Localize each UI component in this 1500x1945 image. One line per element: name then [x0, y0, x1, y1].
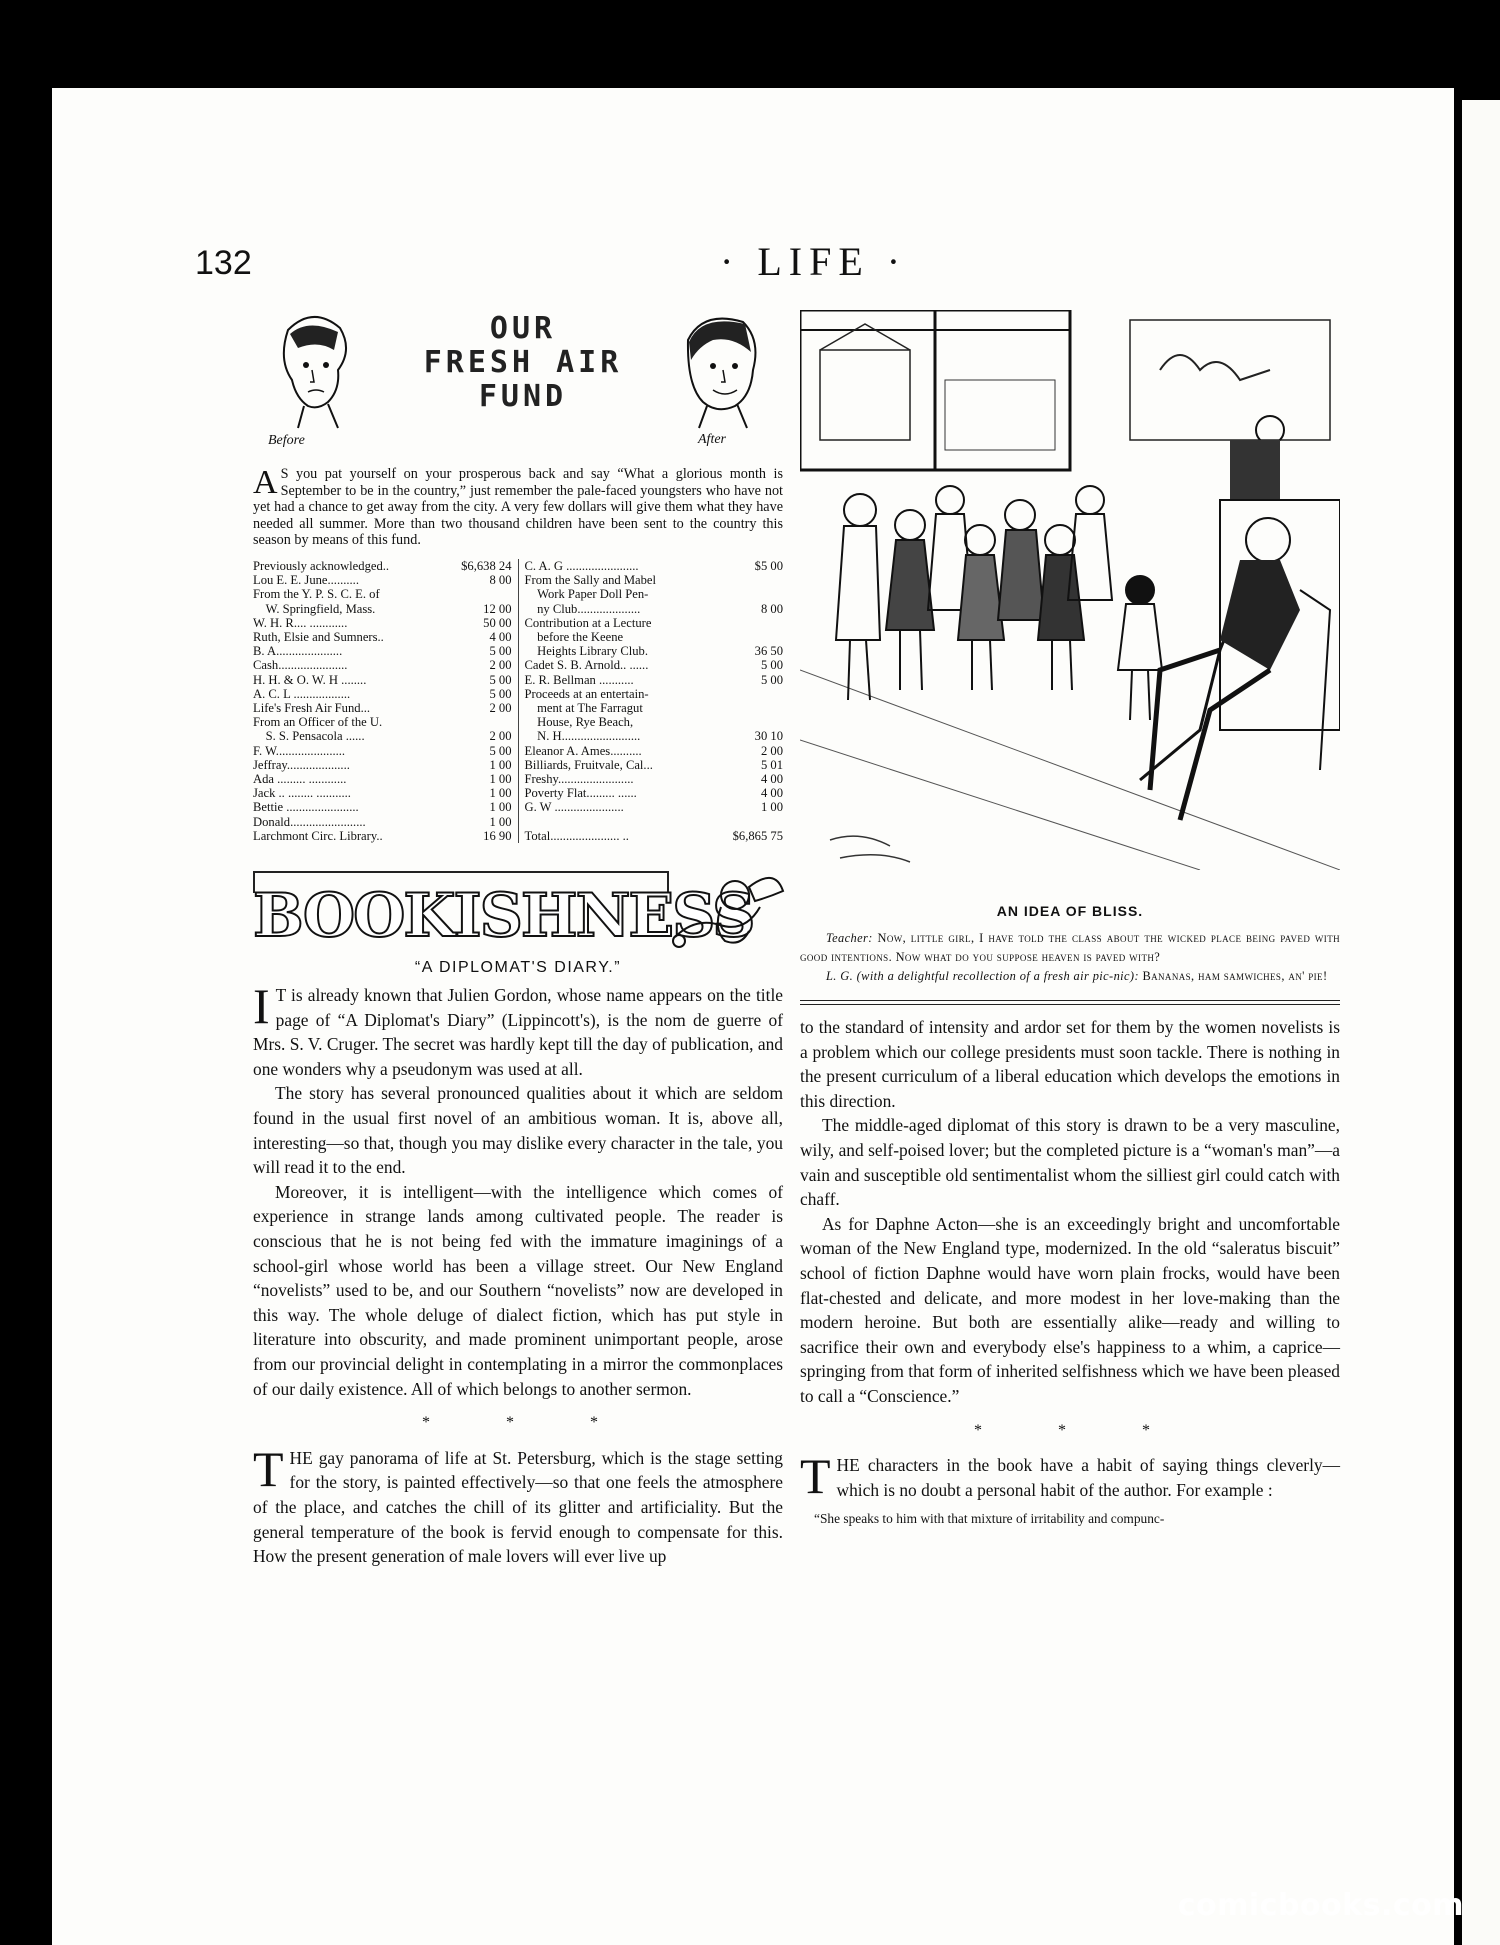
ledger-row [253, 658, 512, 672]
donation-amount: 4 00 [760, 786, 783, 801]
ledger-row [525, 829, 784, 843]
ledger-row [525, 602, 784, 616]
ledger-row [253, 644, 512, 658]
donation-amount: 12 00 [483, 601, 512, 616]
dialogue-text: Bananas, ham samwiches, an' pie! [1142, 969, 1328, 983]
fresh-air-fund-header [253, 310, 783, 460]
ledger-row [253, 602, 512, 616]
donor-name: Lou E. E. June.......... [253, 573, 359, 588]
donor-name: Life's Fresh Air Fund... [253, 701, 371, 715]
drop-cap: A [253, 464, 278, 501]
ledger-row [525, 744, 784, 758]
donation-amount: 2 00 [489, 701, 512, 715]
paragraph-text: T is already known that Julien Gordon, whose name appears on the title page of “A Diplomat's Diary” (Lippincott's), is the nom de guerre of Mrs. S. V. Cruger. The secret was hardly kept till the day of publication, and one wonders why a pseudonym was used at all. [253, 985, 783, 1079]
donor-name: From the Sally and Mabel [524, 573, 657, 588]
ledger-row [525, 715, 784, 729]
donor-name: Work Paper Doll Pen- [524, 587, 649, 602]
donor-name: H. H. & O. W. H ........ [253, 672, 367, 687]
donation-amount: 5 00 [489, 686, 512, 701]
donor-name: C. A. G ....................... [524, 558, 639, 573]
donation-amount [779, 573, 783, 587]
donor-name: Total...................... .. [524, 828, 629, 843]
ledger-row [525, 644, 784, 658]
ledger-row [525, 673, 784, 687]
paragraph-text: HE characters in the book have a habit of saying things cleverly—which is no doubt a personal habit of the author. For example : [836, 1455, 1340, 1500]
donor-name: House, Rye Beach, [524, 715, 634, 730]
fund-intro [253, 466, 783, 549]
donor-name: Ada ......... ............ [253, 772, 347, 787]
donation-amount: $5 00 [754, 558, 783, 573]
paragraph-text: HE gay panorama of life at St. Petersburg, which is the stage setting for the story, is painted effectively—so that one feels the atmosphere of the place, and catches the chill of its glitter and artificiality. But the general temperature of the book is fervid enough to compensate for this. How the present generation of male lovers will ever live up [253, 1447, 783, 1567]
ledger-row [253, 616, 512, 630]
ledger-row [525, 658, 784, 672]
donor-name: G. W ...................... [524, 800, 624, 815]
ledger-row [525, 800, 784, 814]
fund-title [393, 312, 653, 414]
donation-ledger [253, 559, 783, 843]
ledger-row [253, 587, 512, 601]
ledger-row [253, 744, 512, 758]
ledger-row [253, 772, 512, 786]
donation-amount: 4 00 [489, 629, 512, 644]
ledger-row [253, 715, 512, 729]
ledger-row [525, 616, 784, 630]
donation-amount: 50 00 [483, 615, 512, 630]
donor-name: Cadet S. B. Arnold.. ...... [524, 658, 649, 673]
fund-title-line: FUND [478, 379, 568, 414]
donation-amount: $6,638 24 [461, 558, 512, 573]
caption-before: Before [268, 433, 305, 448]
donor-name: F. W...................... [253, 743, 346, 758]
donor-name: Bettie ....................... [253, 800, 359, 815]
paragraph: to the standard of intensity and ardor set for them by the women novelists is a problem which our college presidents must soon tackle. There is nothing in the present curriculum of a liberal education which develops the emotions in this direction. [800, 1017, 1340, 1111]
ledger-row [253, 701, 512, 715]
donation-amount [779, 630, 783, 644]
paragraph [253, 1440, 783, 1569]
donor-name: Jeffray.................... [253, 757, 350, 772]
donor-name: Cash...................... [253, 658, 348, 673]
magazine-title: · LIFE · [720, 239, 908, 284]
ledger-row [525, 587, 784, 601]
donation-amount: 2 00 [760, 743, 783, 758]
donation-amount: 5 00 [489, 672, 512, 687]
review-subtitle: “A DIPLOMAT'S DIARY.” [414, 959, 622, 977]
donor-name: N. H......................... [524, 729, 641, 744]
donor-name: W. H. R.... ............ [253, 615, 348, 630]
donor-name: E. R. Bellman ........... [524, 672, 634, 687]
donor-name: Billiards, Fruitvale, Cal... [524, 757, 653, 772]
fund-title-line: OUR [489, 311, 557, 346]
donation-amount [779, 587, 783, 601]
ledger-row [253, 800, 512, 814]
cartoon-caption: AN IDEA OF BLISS. [996, 903, 1144, 919]
donor-name: ment at The Farragut [524, 701, 643, 715]
donor-name: Larchmont Circ. Library.. [253, 828, 383, 843]
donor-name: Heights Library Club. [524, 644, 648, 659]
speaker-little-girl: L. G. [826, 969, 854, 983]
double-rule [800, 1000, 1340, 1005]
donation-amount: 2 00 [489, 729, 512, 744]
left-column [253, 310, 783, 1569]
donation-amount: 1 00 [489, 772, 512, 787]
donor-name: Proceeds at an entertain- [524, 686, 649, 701]
paragraph: As for Daphne Acton—she is an exceedingly bright and uncomfortable woman of the New England type, modernized. In the old “saleratus biscuit” school of fiction Daphne would have worn plain frocks, would have been flat-chested and delicate, and more modest in her love-making than the modern heroine. But both are essentially alike—ready and willing to sacrifice their own and everybody else's happiness to a whim, a caprice—springing from that form of inherited selfishness which we have been pleased to call a “Conscience.” [800, 1213, 1340, 1406]
ledger-row [253, 786, 512, 800]
ledger-row [253, 559, 512, 573]
bookishness-title: BOOKISHNESS [253, 881, 754, 952]
review-body-left [253, 978, 783, 1569]
review-body-right [800, 1015, 1340, 1505]
donation-amount [779, 815, 783, 829]
ledger-row [525, 772, 784, 786]
classroom-cartoon [800, 310, 1340, 870]
paragraph [253, 978, 783, 1081]
donation-amount: 5 01 [760, 757, 783, 772]
right-column [800, 310, 1340, 1528]
ledger-row [525, 758, 784, 772]
donation-amount: 1 00 [489, 814, 512, 829]
donor-name: Donald........................ [253, 814, 366, 829]
donation-amount [779, 701, 783, 715]
section-separator: * * * [422, 1414, 634, 1432]
site-watermark: comicbooks.com [1177, 1888, 1464, 1923]
ledger-row [253, 729, 512, 743]
drop-cap: T [253, 1440, 284, 1497]
drop-cap: I [253, 978, 270, 1035]
dialogue-text: Now, little girl, I have told the class about the wicked place being paved with good intentions. Now what do you suppose heaven is paved with? [800, 931, 1340, 964]
donation-amount: 2 00 [489, 658, 512, 673]
donation-amount: 4 00 [760, 772, 783, 787]
ledger-row [525, 573, 784, 587]
donor-name: Eleanor A. Ames.......... [524, 743, 642, 758]
donation-amount: 5 00 [760, 658, 783, 673]
donation-amount [779, 715, 783, 729]
ledger-row [253, 758, 512, 772]
cartoon-dialogue [800, 929, 1340, 986]
ledger-row [253, 687, 512, 701]
donation-amount [508, 587, 512, 601]
ledger-row [253, 829, 512, 843]
fund-title-line: FRESH AIR [423, 345, 623, 380]
dialogue-line [800, 929, 1340, 967]
paragraph: The middle-aged diplomat of this story is drawn to be a very masculine, wily, and self-poised lover; but the completed picture is a “woman's man”—a vain and susceptible old sentimentalist whom the silliest girl could catch with chaff. [800, 1115, 1340, 1210]
dialogue-line [800, 967, 1340, 986]
ledger-row [525, 729, 784, 743]
ledger-row [525, 815, 784, 829]
donor-name: Previously acknowledged.. [253, 558, 390, 573]
donation-amount: 5 00 [760, 672, 783, 687]
ledger-left-column [253, 559, 519, 843]
bookishness-banner [253, 867, 783, 953]
donor-name: B. A..................... [253, 644, 343, 659]
donor-name: before the Keene [524, 629, 624, 644]
caption-after: After [698, 432, 726, 447]
donor-name: Contribution at a Lecture [524, 615, 652, 630]
ledger-row [525, 786, 784, 800]
ledger-row [253, 630, 512, 644]
donation-amount: 1 00 [489, 800, 512, 815]
donor-name: Ruth, Elsie and Sumners.. [253, 629, 384, 644]
donation-amount: 1 00 [489, 757, 512, 772]
ledger-row [253, 815, 512, 829]
donation-amount: 16 90 [483, 828, 512, 843]
donor-name: Poverty Flat......... ...... [524, 786, 637, 801]
drop-cap: T [800, 1448, 831, 1505]
ledger-row [525, 701, 784, 715]
page-number: 132 [195, 244, 252, 282]
donation-amount: 5 00 [489, 743, 512, 758]
ledger-row [253, 573, 512, 587]
donation-amount [779, 687, 783, 701]
donor-name: W. Springfield, Mass. [253, 601, 376, 616]
stage-direction: (with a delightful recollection of a fresh air pic-nic): [856, 969, 1139, 983]
donor-name: A. C. L .................. [253, 686, 351, 701]
ledger-row [525, 687, 784, 701]
donor-name: Freshy........................ [524, 772, 634, 787]
donor-name: S. S. Pensacola ...... [253, 729, 365, 744]
donation-amount [779, 616, 783, 630]
paragraph: The story has several pronounced qualities about it which are seldom found in the usual first novel of an ambitious woman. It is, above all, interesting—so that, though you may dislike every character in the tale, you will read it to the end. [253, 1083, 783, 1178]
donation-amount: 36 50 [754, 644, 783, 659]
donor-name: From an Officer of the U. [253, 715, 383, 730]
ledger-row [253, 673, 512, 687]
quoted-excerpt: “She speaks to him with that mixture of irritability and compunc- [814, 1511, 1165, 1527]
paragraph: Moreover, it is intelligent—with the intelligence which comes of experience in strange lands among cultivated people. The reader is conscious that he is not being fed with the immature imaginings of a school-girl whose world has been a village street. Our New England “novelists” used to be, and our Southern “novelists” now are developed in this way. The whole deluge of dialect fiction, which has put style in literature into obscurity, and made prominent unimportant people, arose from our provincial delight in contemplating in a mirror the commonplaces of our daily existence. All of which belongs to another sermon. [253, 1181, 783, 1399]
donation-amount: 30 10 [754, 729, 783, 744]
next-page-edge [1462, 100, 1500, 1945]
cherub-illustration [665, 867, 787, 957]
speaker-teacher: Teacher: [826, 931, 873, 945]
ledger-row [525, 559, 784, 573]
donor-name: Jack .. ........ ........... [253, 786, 351, 801]
ledger-row [525, 630, 784, 644]
ledger-right-column [525, 559, 784, 843]
donation-amount: 8 00 [760, 601, 783, 616]
donor-name: ny Club.................... [524, 601, 641, 616]
donation-amount: 1 00 [489, 786, 512, 801]
fund-intro-text: S you pat yourself on your prosperous back and say “What a glorious month is September to be in the country,” just remember the pale-faced youngsters who have not yet had a chance to get away from the city. A very few dollars will give them what they have needed all summer. More than two thousand children have been sent to the country this season by means of this fund. [253, 466, 783, 549]
donation-amount [508, 715, 512, 729]
donation-amount: 8 00 [489, 573, 512, 588]
donation-amount: 1 00 [760, 800, 783, 815]
after-face-illustration [673, 310, 763, 430]
donation-amount: 5 00 [489, 644, 512, 659]
section-separator: * * * [974, 1421, 1186, 1439]
donation-amount: $6,865 75 [732, 828, 783, 843]
before-face-illustration [268, 310, 358, 430]
donor-name: From the Y. P. S. C. E. of [253, 587, 380, 602]
paragraph [800, 1448, 1340, 1505]
